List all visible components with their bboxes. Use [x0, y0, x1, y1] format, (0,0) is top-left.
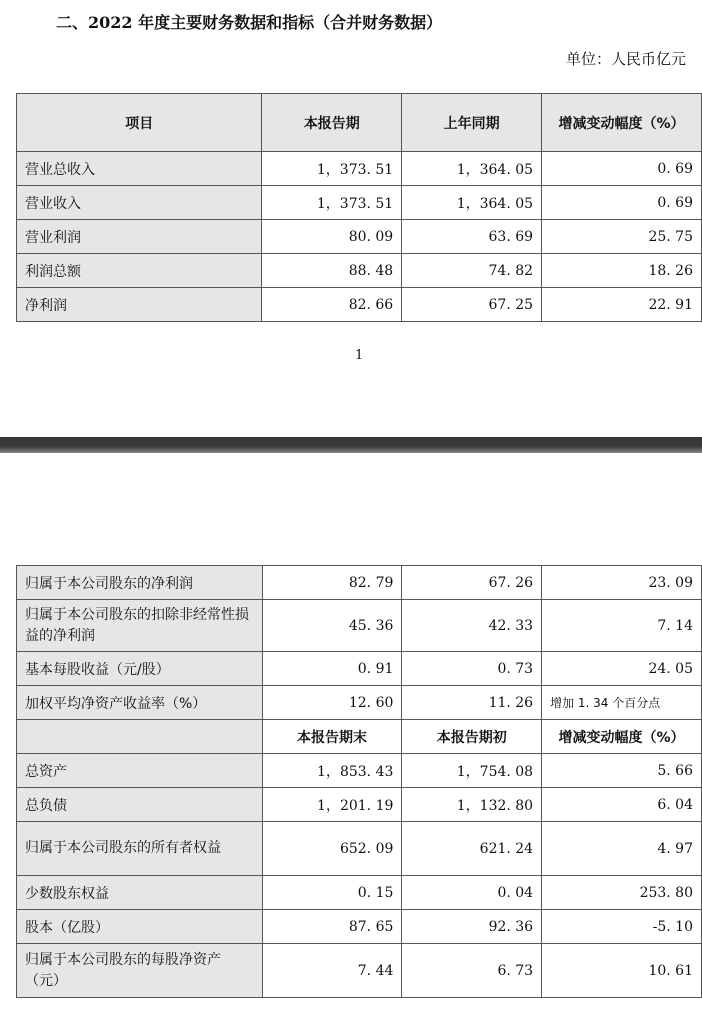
row-label: 营业总收入 — [17, 152, 262, 186]
prior-value: 42. 33 — [402, 600, 542, 652]
change-value: 6. 04 — [542, 788, 702, 822]
table-row — [17, 220, 702, 254]
prior-value: 74. 82 — [402, 254, 542, 288]
prior-value: 1，754. 08 — [402, 754, 542, 788]
table-row — [17, 686, 702, 720]
row-label: 加权平均净资产收益率（%） — [17, 686, 263, 720]
table-row — [17, 566, 702, 600]
current-value: 82. 66 — [262, 288, 402, 322]
current-value: 1，853. 43 — [262, 754, 402, 788]
change-value: 5. 66 — [542, 754, 702, 788]
current-value: 82. 79 — [262, 566, 402, 600]
prior-value: 1，364. 05 — [402, 186, 542, 220]
table-row — [17, 788, 702, 822]
current-value: 0. 15 — [262, 876, 402, 910]
change-value: 23. 09 — [542, 566, 702, 600]
prior-value: 1，132. 80 — [402, 788, 542, 822]
prior-value: 67. 25 — [402, 288, 542, 322]
table-row — [17, 186, 702, 220]
current-value: 1，201. 19 — [262, 788, 402, 822]
change-value: 10. 61 — [542, 944, 702, 998]
subheader-change: 增减变动幅度（%） — [542, 720, 702, 754]
financial-indicators-table — [16, 565, 702, 998]
table-subheader-row — [17, 720, 702, 754]
prior-value: 6. 73 — [402, 944, 542, 998]
prior-value: 67. 26 — [402, 566, 542, 600]
page-number: 1 — [355, 348, 364, 363]
row-label: 股本（亿股） — [17, 910, 263, 944]
row-label: 营业收入 — [17, 186, 262, 220]
table-row — [17, 910, 702, 944]
table-row — [17, 652, 702, 686]
table-row — [17, 600, 702, 652]
change-value: 22. 91 — [542, 288, 702, 322]
row-label: 利润总额 — [17, 254, 262, 288]
table-row — [17, 288, 702, 322]
table-row — [17, 822, 702, 876]
header-current-period: 本报告期 — [262, 94, 402, 152]
prior-value: 11. 26 — [402, 686, 542, 720]
page-break-divider — [0, 437, 702, 453]
change-value: 7. 14 — [542, 600, 702, 652]
header-change: 增减变动幅度（%） — [542, 94, 702, 152]
current-value: 12. 60 — [262, 686, 402, 720]
row-label: 营业利润 — [17, 220, 262, 254]
unit-label: 单位：人民币亿元 — [565, 50, 686, 68]
current-value: 80. 09 — [262, 220, 402, 254]
current-value: 0. 91 — [262, 652, 402, 686]
table-row — [17, 254, 702, 288]
row-label: 归属于本公司股东的扣除非经常性损益的净利润 — [17, 600, 263, 652]
header-prior-period: 上年同期 — [402, 94, 542, 152]
table-row — [17, 876, 702, 910]
current-value: 87. 65 — [262, 910, 402, 944]
prior-value: 0. 73 — [402, 652, 542, 686]
change-value: -5. 10 — [542, 910, 702, 944]
row-label: 基本每股收益（元/股） — [17, 652, 263, 686]
table-row — [17, 152, 702, 186]
change-value: 24. 05 — [542, 652, 702, 686]
prior-value: 0. 04 — [402, 876, 542, 910]
financial-summary-table — [16, 93, 702, 322]
change-value: 25. 75 — [542, 220, 702, 254]
row-label: 归属于本公司股东的所有者权益 — [17, 822, 263, 876]
subheader-period-start: 本报告期初 — [402, 720, 542, 754]
change-value: 4. 97 — [542, 822, 702, 876]
section-title: 二、2022 年度主要财务数据和指标（合并财务数据） — [56, 13, 443, 32]
row-label: 净利润 — [17, 288, 262, 322]
subheader-item — [17, 720, 263, 754]
current-value: 88. 48 — [262, 254, 402, 288]
table-row — [17, 944, 702, 998]
row-label: 总资产 — [17, 754, 263, 788]
prior-value: 63. 69 — [402, 220, 542, 254]
row-label: 归属于本公司股东的每股净资产（元） — [17, 944, 263, 998]
subheader-period-end: 本报告期末 — [262, 720, 402, 754]
current-value: 7. 44 — [262, 944, 402, 998]
row-label: 少数股东权益 — [17, 876, 263, 910]
row-label: 归属于本公司股东的净利润 — [17, 566, 263, 600]
current-value: 652. 09 — [262, 822, 402, 876]
header-item: 项目 — [17, 94, 262, 152]
change-value: 0. 69 — [542, 152, 702, 186]
current-value: 45. 36 — [262, 600, 402, 652]
current-value: 1，373. 51 — [262, 186, 402, 220]
change-value: 0. 69 — [542, 186, 702, 220]
row-label: 总负债 — [17, 788, 263, 822]
table-header-row — [17, 94, 702, 152]
table-row — [17, 754, 702, 788]
prior-value: 1，364. 05 — [402, 152, 542, 186]
prior-value: 621. 24 — [402, 822, 542, 876]
current-value: 1，373. 51 — [262, 152, 402, 186]
prior-value: 92. 36 — [402, 910, 542, 944]
change-note: 增加 1. 34 个百分点 — [542, 686, 702, 720]
change-value: 18. 26 — [542, 254, 702, 288]
change-value: 253. 80 — [542, 876, 702, 910]
